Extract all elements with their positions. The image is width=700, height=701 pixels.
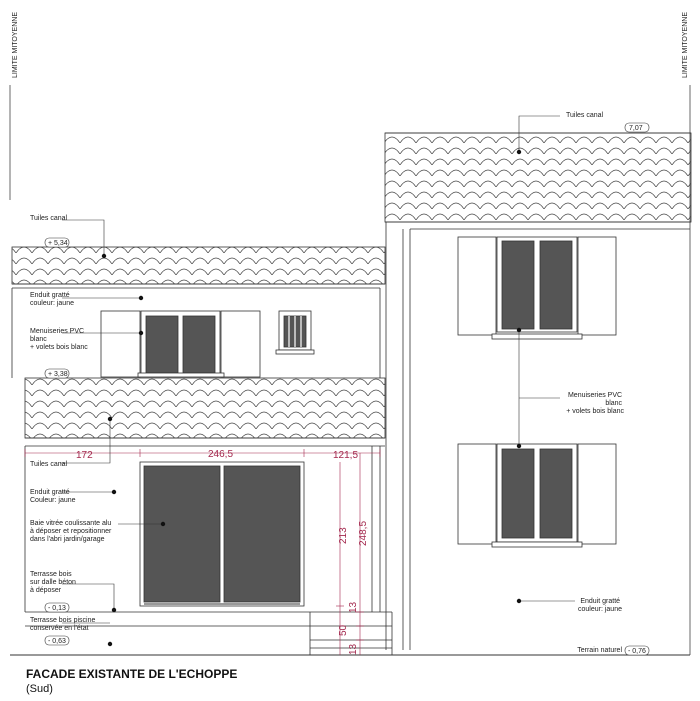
note-menuiseries-left: Menuiseries PVC blanc + volets bois blanc (30, 328, 88, 351)
dim-213: 213 (338, 527, 349, 544)
dim-13-upper: 13 (348, 601, 359, 613)
note-terrasse: Terrasse bois sur dalle béton à déposer (30, 571, 76, 594)
level-ground-right: - 0,76 (628, 648, 646, 655)
sliding-bay (140, 462, 304, 606)
note-terrain: Terrain naturel (577, 647, 622, 654)
dim-246-5: 246,5 (208, 449, 234, 460)
note-enduit-upper: Enduit gratté couleur: jaune (30, 292, 74, 307)
right-building (385, 133, 691, 650)
dim-172: 172 (76, 450, 93, 461)
dim-13-lower: 13 (348, 643, 359, 655)
dim-248-5: 248,5 (358, 520, 369, 546)
dim-50: 50 (338, 624, 349, 636)
level-pool: - 0,63 (48, 638, 66, 645)
right-window-upper (458, 237, 616, 339)
limit-label-right: LIMITE MITOYENNE (682, 12, 689, 78)
level-left-roof: + 5,34 (48, 240, 68, 247)
note-menuiseries-right: Menuiseries PVC blanc + volets bois blanc (566, 392, 624, 415)
level-terrace: - 0,13 (48, 605, 66, 612)
note-enduit-right: Enduit gratté couleur: jaune (578, 598, 622, 613)
note-enduit-lower: Enduit gratté Couleur: jaune (30, 489, 76, 504)
note-baie: Baie vitrée coulissante alu à déposer et repositionner dans l'abri jardin/garage (30, 520, 112, 543)
small-barred-window (276, 311, 314, 354)
level-left-eave: + 3,38 (48, 371, 68, 378)
level-top-right: 7,07 (629, 125, 643, 132)
dim-121-5: 121,5 (333, 450, 359, 461)
note-tuiles-right: Tuiles canal (566, 112, 604, 119)
caption-subtitle: (Sud) (26, 683, 53, 695)
right-window-lower (458, 444, 616, 547)
caption-title: FACADE EXISTANTE DE L'ECHOPPE (26, 667, 238, 681)
left-upper-window (101, 311, 260, 377)
note-piscine: Terrasse bois piscine conservée en l'état (30, 617, 96, 632)
lower-roof (25, 378, 385, 446)
limit-label-left: LIMITE MITOYENNE (12, 12, 19, 78)
note-tuiles-lower: Tuiles canal (30, 461, 68, 468)
note-tuiles-left: Tuiles canal (30, 215, 68, 222)
